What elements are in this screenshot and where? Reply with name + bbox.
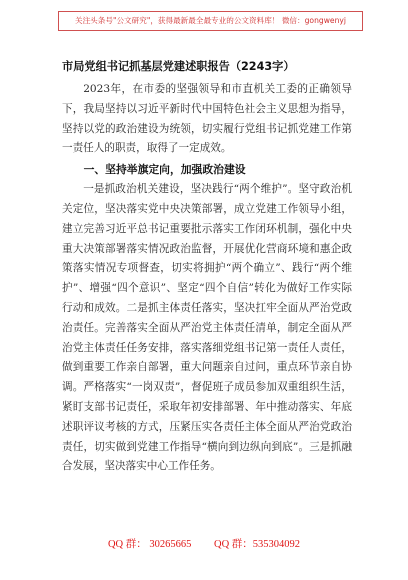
footer-qq-group-2: QQ 群：535304092: [214, 539, 301, 550]
section-1-paragraph: 一是抓政治机关建设，坚决践行“两个维护”。坚守政治机关定位，坚决落实党中央决策部署，成立党建工作领导小组，建立完善习近平总书记重要批示落实工作闭环机制，强化中央重大决策部署落实情况政治监督，开展优化营商环境和惠企政策落实情况专项督查，切实将拥护“两个确立”、践行“两个维护”、增强“四个意识”、坚定“四个自信”转化为做好工作实际行动和成效。二是抓主体责任落实，坚决扛牢全面从严治党政治责任。完善落实全面从严治党主体责任清单，制定全面从严治党主体责任任务安排，落实落细党组书记第一责任人责任，做到重要工作亲自部署，重大问题亲自过问，重点环节亲自协调。严格落实“一岗双责”，督促班子成员参加双重组织生活，紧盯支部书记责任，采取年初安排部署、年中推动落实、年底述职评议考核的方式，压紧压实各责任主体全面从严治党政治责任，切实做到党建工作指导“横向到边纵向到底”。三是抓融合发展，坚决落实中心工作任务。: [62, 183, 352, 473]
document-body: [62, 80, 352, 477]
document-title: 市局党组书记抓基层党建述职报告（2243字）: [62, 60, 295, 73]
section-heading-1: 一、坚持举旗定向，加强政治建设: [83, 163, 246, 177]
footer-qq-group-1: QQ 群： 30265665: [107, 539, 192, 550]
promo-banner: 关注头条号"公文研究"，获得最新最全最专业的公文资料库！ 微信：gongwenyj: [58, 11, 363, 31]
footer-contacts: [0, 536, 408, 551]
intro-paragraph: 2023年，在市委的坚强领导和市直机关工委的正确领导下，我局坚持以习近平新时代中国特色社会主义思想为指导，坚持以党的政治建设为统领，切实履行党组书记抓党建工作第一责任人的职责，取得了一定成效。: [62, 83, 352, 155]
